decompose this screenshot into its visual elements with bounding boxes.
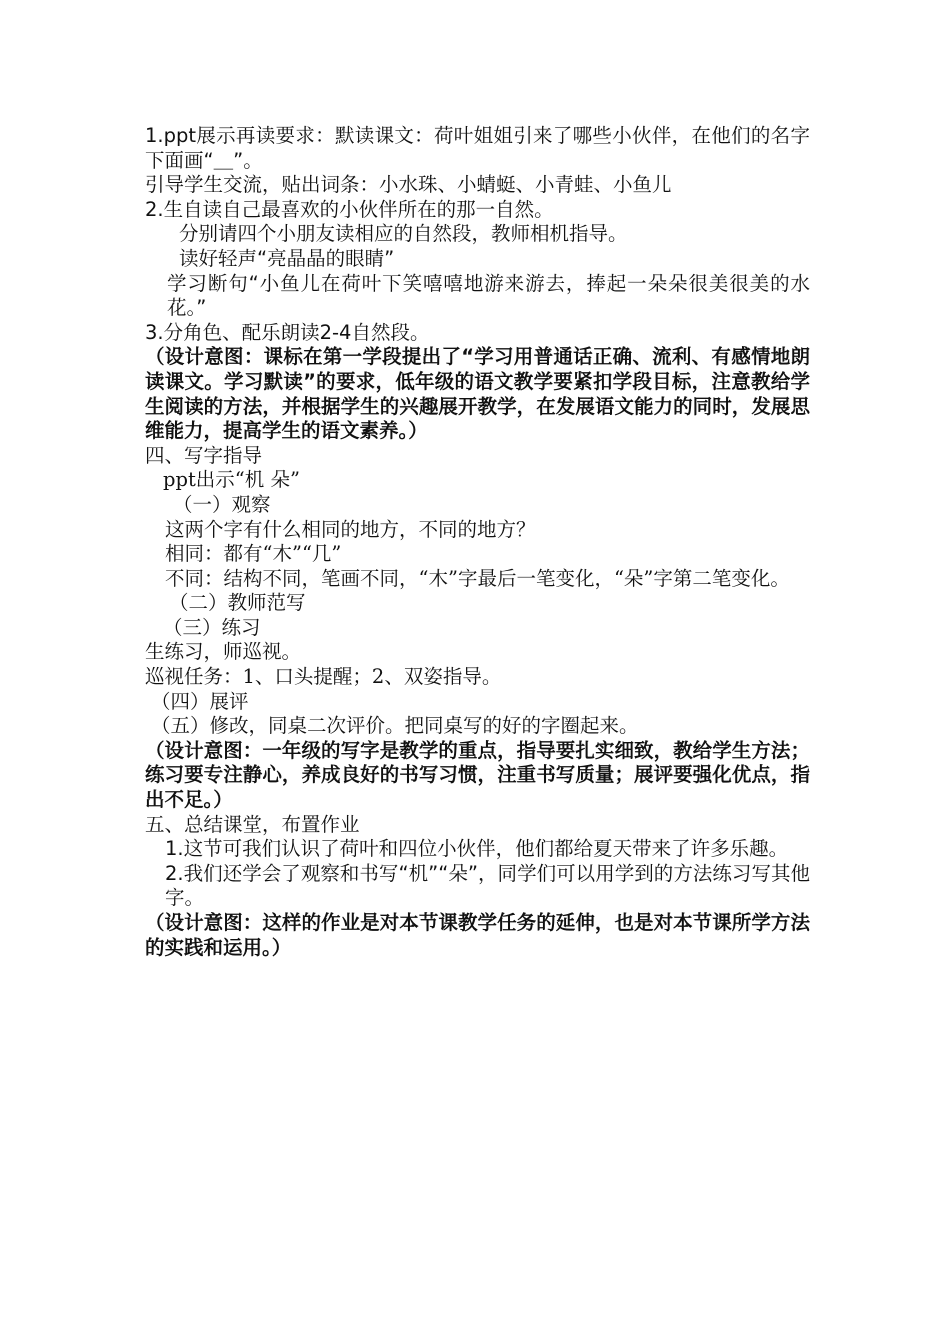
paragraph-word-cards: 引导学生交流，贴出词条：小水珠、小蜻蜓、小青蛙、小鱼儿 [145, 173, 672, 197]
paragraph-patrol-tasks: 巡视任务：1、口头提醒；2、双姿指导。 [145, 665, 502, 689]
paragraph-question: 这两个字有什么相同的地方，不同的地方？ [165, 517, 536, 541]
design-intent-homework: （设计意图：这样的作业是对本节课教学任务的延伸，也是对本节课所学方法的实践和运用。） [145, 911, 810, 959]
subheading-revise: （五）修改，同桌二次评价。把同桌写的好的字圈起来。 [151, 714, 639, 738]
subheading-practice: （三）练习 [163, 615, 261, 639]
subheading-observe: （一）观察 [173, 492, 271, 516]
paragraph-group-reading: 分别请四个小朋友读相应的自然段，教师相机指导。 [179, 222, 628, 246]
design-intent-reading: （设计意图：课标在第一学段提出了“学习用普通话正确、流利、有感情地朗读课文。学习默读”的要求，低年级的语文教学要紧扣学段目标，注意教给学生阅读的方法，并根据学生的兴趣展开教学，在发展语文能力的同时，发展思维能力，提高学生的语文素养。） [145, 345, 810, 443]
section-heading-summary: 五、总结课堂，布置作业 [145, 812, 360, 836]
paragraph-student-practice: 生练习，师巡视。 [145, 640, 302, 664]
subheading-demo-writing: （二）教师范写 [169, 591, 306, 615]
document-body [145, 124, 810, 960]
paragraph-reading-requirement: 1.ppt展示再读要求：默读课文：荷叶姐姐引来了哪些小伙伴，在他们的名字下面画“＿”。 [145, 124, 810, 172]
paragraph-role-reading: 3.分角色、配乐朗读2-4自然段。 [145, 320, 430, 344]
paragraph-same: 相同：都有“木”“几” [165, 542, 342, 566]
design-intent-writing: （设计意图：一年级的写字是教学的重点，指导要扎实细致，教给学生方法；练习要专注静心，养成良好的书写习惯，注重书写质量；展评要强化优点，指出不足。） [145, 738, 810, 812]
paragraph-sentence-break: 学习断句“小鱼儿在荷叶下笑嘻嘻地游来游去，捧起一朵朵很美很美的水花。” [167, 271, 810, 320]
paragraph-different: 不同：结构不同，笔画不同，“木”字最后一笔变化，“朵”字第二笔变化。 [165, 566, 790, 590]
section-heading-writing: 四、写字指导 [145, 443, 263, 467]
paragraph-summary-one: 1.这节可我们认识了荷叶和四位小伙伴，他们都给夏天带来了许多乐趣。 [165, 837, 789, 861]
subheading-display: （四）展评 [151, 689, 249, 713]
paragraph-summary-two: 2.我们还学会了观察和书写“机”“朵”，同学们可以用学到的方法练习写其他字。 [165, 861, 810, 910]
paragraph-self-reading: 2.生自读自己最喜欢的小伙伴所在的那一自然。 [145, 197, 554, 221]
paragraph-soft-tone: 读好轻声“亮晶晶的眼睛” [179, 246, 395, 270]
paragraph-ppt-characters: ppt出示“机 朵” [163, 468, 300, 492]
